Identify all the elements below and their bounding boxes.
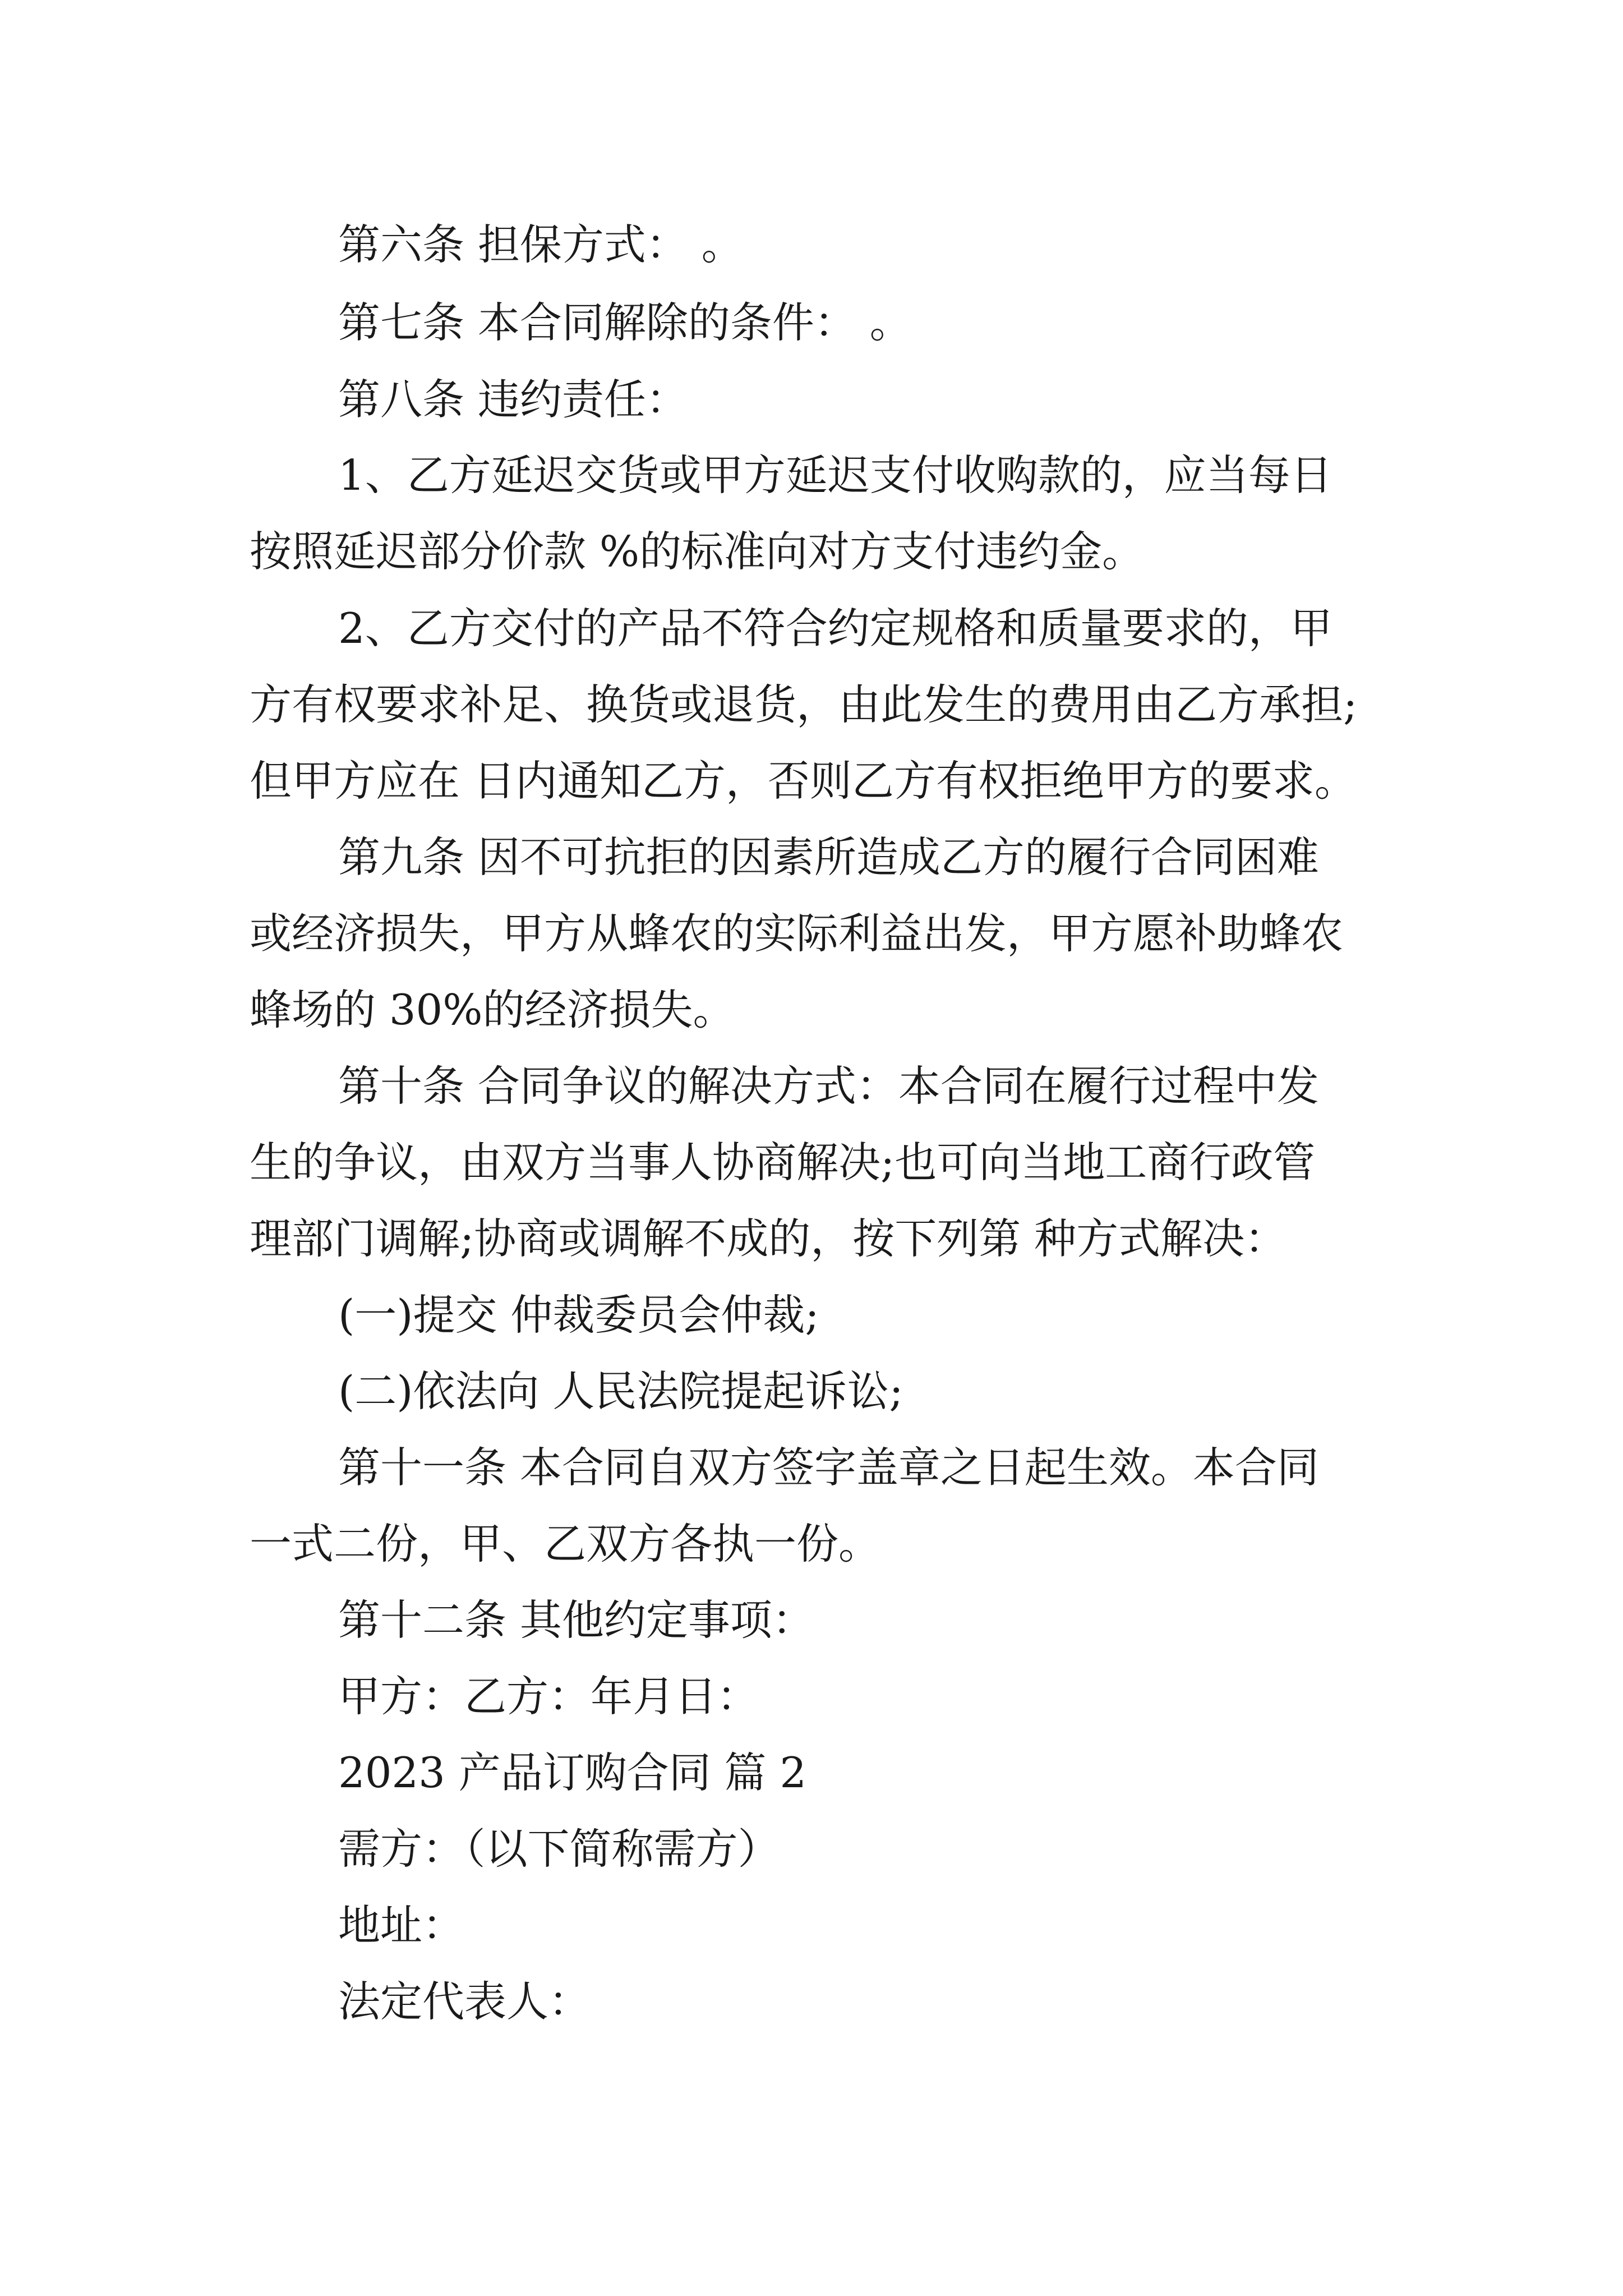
clause-11-line-2: 一式二份，甲、乙双方各执一份。 (250, 1519, 881, 1568)
clause-8-item-1-line-1: 1、乙方延迟交货或甲方延迟支付收购款的，应当每日 (338, 450, 1332, 500)
clause-9-line-2: 或经济损失，甲方从蜂农的实际利益出发，甲方愿补助蜂农 (250, 909, 1344, 958)
contract-2-title: 2023 产品订购合同 篇 2 (338, 1748, 807, 1797)
clause-11-line-1: 第十一条 本合同自双方签字盖章之日起生效。本合同 (338, 1443, 1319, 1492)
clause-8-liability-heading: 第八条 违约责任： (338, 375, 688, 424)
clause-10-option-2: (二)依法向 人民法院提起诉讼; (338, 1366, 903, 1416)
legal-representative-line: 法定代表人： (338, 1977, 591, 2026)
clause-8-item-2-line-2: 方有权要求补足、换货或退货，由此发生的费用由乙方承担; (250, 680, 1358, 729)
clause-12-other-matters: 第十二条 其他约定事项： (338, 1595, 814, 1645)
clause-10-line-1: 第十条 合同争议的解决方式：本合同在履行过程中发 (338, 1061, 1319, 1111)
buyer-line: 需方：（以下简称需方） (338, 1824, 780, 1874)
clause-8-item-2-line-1: 2、乙方交付的产品不符合约定规格和质量要求的，甲 (338, 604, 1332, 653)
signature-line: 甲方：乙方：年月日： (338, 1672, 759, 1721)
clause-9-line-3: 蜂场的 30%的经济损失。 (250, 985, 735, 1034)
clause-6-guarantee: 第六条 担保方式： 。 (338, 220, 744, 269)
clause-8-item-2-line-3: 但甲方应在 日内通知乙方，否则乙方有权拒绝甲方的要求。 (250, 756, 1357, 806)
clause-7-termination: 第七条 本合同解除的条件： 。 (338, 298, 912, 347)
clause-10-option-1: (一)提交 仲裁委员会仲裁; (338, 1290, 819, 1340)
clause-9-line-1: 第九条 因不可抗拒的因素所造成乙方的履行合同困难 (338, 832, 1319, 882)
clause-8-item-1-line-2: 按照延迟部分价款 %的标准向对方支付违约金。 (250, 527, 1145, 576)
address-line: 地址： (338, 1901, 465, 1950)
clause-10-line-3: 理部门调解;协商或调解不成的，按下列第 种方式解决： (250, 1214, 1287, 1263)
clause-10-line-2: 生的争议，由双方当事人协商解决;也可向当地工商行政管 (250, 1138, 1316, 1187)
